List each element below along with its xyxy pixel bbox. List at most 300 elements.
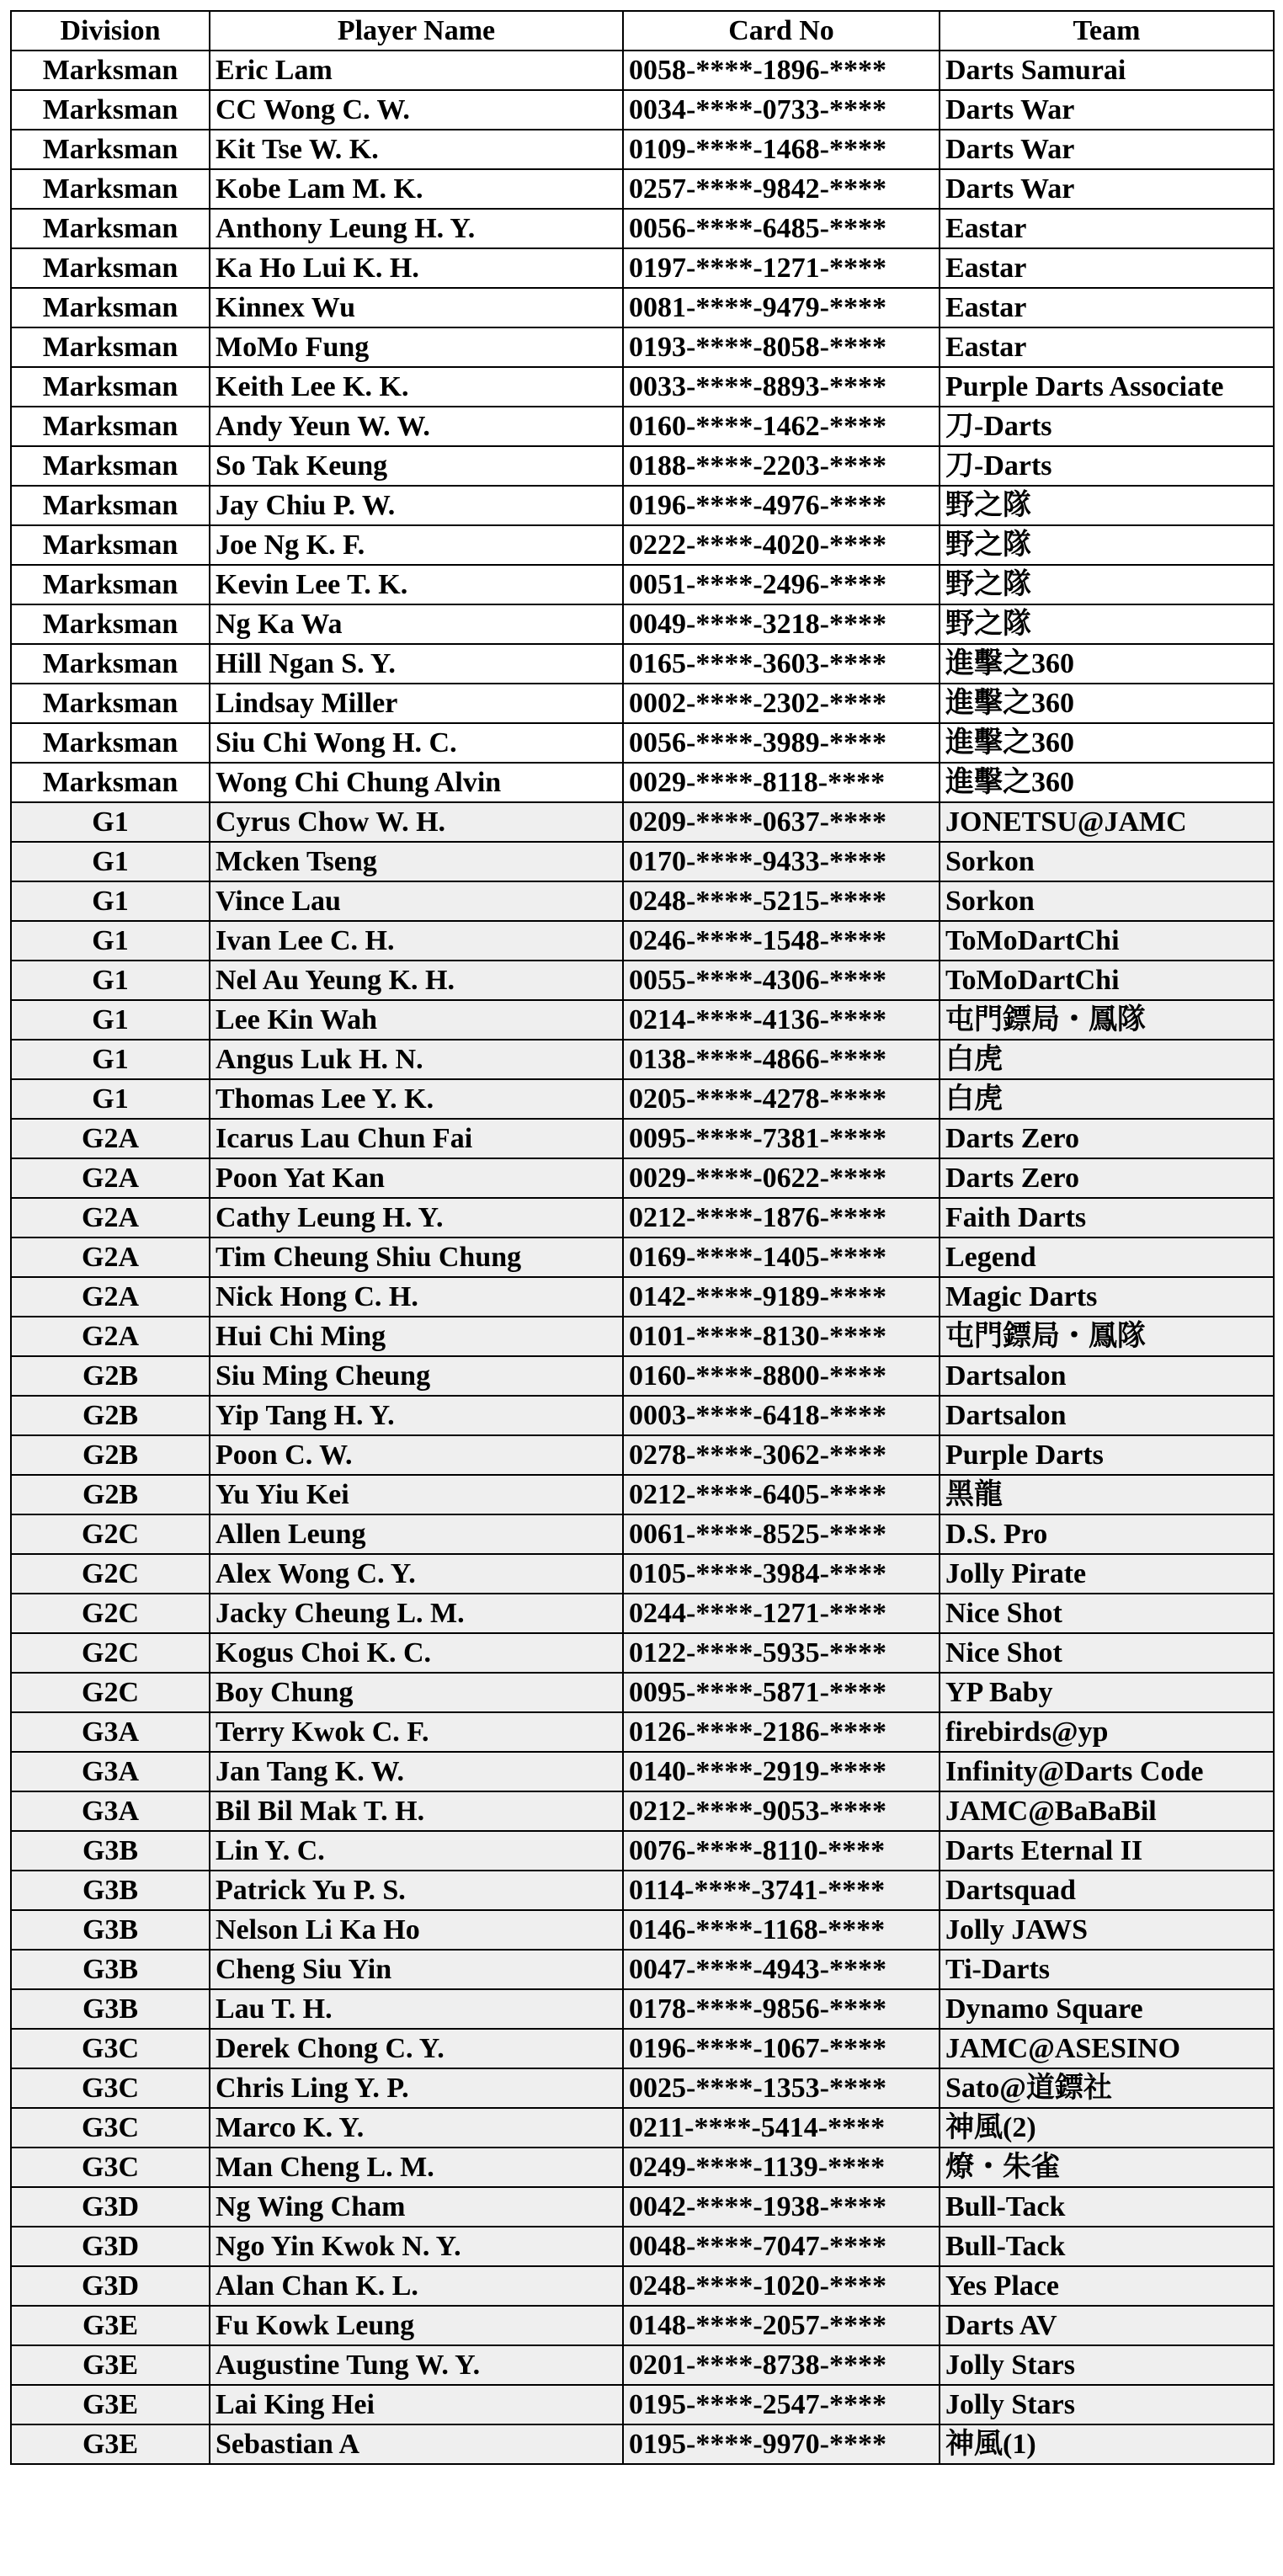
table-row — [11, 130, 1274, 169]
team-cell: 進擊之360 — [940, 644, 1274, 684]
table-row — [11, 763, 1274, 802]
table-row — [11, 2227, 1274, 2266]
team-cell: ToMoDartChi — [940, 961, 1274, 1000]
card-no-cell: 0170-****-9433-**** — [623, 842, 940, 881]
header-player-name: Player Name — [210, 11, 623, 51]
team-cell: JAMC@BaBaBil — [940, 1791, 1274, 1831]
table-row — [11, 2108, 1274, 2148]
table-row — [11, 644, 1274, 684]
player-name-cell: Anthony Leung H. Y. — [210, 209, 623, 248]
player-name-cell: Keith Lee K. K. — [210, 367, 623, 407]
table-row — [11, 1910, 1274, 1950]
card-no-cell: 0160-****-1462-**** — [623, 407, 940, 446]
player-name-cell: Yip Tang H. Y. — [210, 1396, 623, 1435]
division-cell: Marksman — [11, 763, 210, 802]
team-cell: JAMC@ASESINO — [940, 2029, 1274, 2068]
table-row — [11, 2306, 1274, 2345]
card-no-cell: 0193-****-8058-**** — [623, 327, 940, 367]
card-no-cell: 0033-****-8893-**** — [623, 367, 940, 407]
team-cell: Sorkon — [940, 842, 1274, 881]
player-name-cell: Cathy Leung H. Y. — [210, 1198, 623, 1237]
team-cell: Dartsquad — [940, 1871, 1274, 1910]
player-name-cell: Hill Ngan S. Y. — [210, 644, 623, 684]
card-no-cell: 0201-****-8738-**** — [623, 2345, 940, 2385]
team-cell: 白虎 — [940, 1079, 1274, 1119]
card-no-cell: 0095-****-7381-**** — [623, 1119, 940, 1158]
player-name-cell: Terry Kwok C. F. — [210, 1712, 623, 1752]
division-cell: G3C — [11, 2108, 210, 2148]
table-row — [11, 169, 1274, 209]
player-name-cell: Man Cheng L. M. — [210, 2148, 623, 2187]
division-cell: Marksman — [11, 169, 210, 209]
division-cell: G1 — [11, 802, 210, 842]
division-cell: G2C — [11, 1673, 210, 1712]
player-name-cell: Patrick Yu P. S. — [210, 1871, 623, 1910]
table-row — [11, 1950, 1274, 1989]
player-name-cell: Nel Au Yeung K. H. — [210, 961, 623, 1000]
card-no-cell: 0211-****-5414-**** — [623, 2108, 940, 2148]
table-row — [11, 1237, 1274, 1277]
card-no-cell: 0212-****-1876-**** — [623, 1198, 940, 1237]
header-division: Division — [11, 11, 210, 51]
table-row — [11, 2345, 1274, 2385]
team-cell: Eastar — [940, 209, 1274, 248]
team-cell: 神風(2) — [940, 2108, 1274, 2148]
card-no-cell: 0048-****-7047-**** — [623, 2227, 940, 2266]
card-no-cell: 0025-****-1353-**** — [623, 2068, 940, 2108]
player-name-cell: Allen Leung — [210, 1514, 623, 1554]
card-no-cell: 0160-****-8800-**** — [623, 1356, 940, 1396]
table-row — [11, 407, 1274, 446]
header-row — [11, 11, 1274, 51]
table-row — [11, 842, 1274, 881]
table-row — [11, 1633, 1274, 1673]
team-cell: Dynamo Square — [940, 1989, 1274, 2029]
player-name-cell: Mcken Tseng — [210, 842, 623, 881]
card-no-cell: 0114-****-3741-**** — [623, 1871, 940, 1910]
player-name-cell: Nelson Li Ka Ho — [210, 1910, 623, 1950]
table-row — [11, 1356, 1274, 1396]
division-cell: G3D — [11, 2266, 210, 2306]
card-no-cell: 0214-****-4136-**** — [623, 1000, 940, 1040]
card-no-cell: 0126-****-2186-**** — [623, 1712, 940, 1752]
player-name-cell: Tim Cheung Shiu Chung — [210, 1237, 623, 1277]
table-row — [11, 1831, 1274, 1871]
card-no-cell: 0178-****-9856-**** — [623, 1989, 940, 2029]
division-cell: G3A — [11, 1791, 210, 1831]
player-name-cell: MoMo Fung — [210, 327, 623, 367]
division-cell: G1 — [11, 1040, 210, 1079]
team-cell: YP Baby — [940, 1673, 1274, 1712]
card-no-cell: 0051-****-2496-**** — [623, 565, 940, 604]
division-cell: G3D — [11, 2187, 210, 2227]
division-cell: Marksman — [11, 525, 210, 565]
table-row — [11, 684, 1274, 723]
division-cell: G2A — [11, 1119, 210, 1158]
team-cell: 燎・朱雀 — [940, 2148, 1274, 2187]
division-cell: G2A — [11, 1237, 210, 1277]
division-cell: G3A — [11, 1712, 210, 1752]
card-no-cell: 0195-****-2547-**** — [623, 2385, 940, 2424]
card-no-cell: 0212-****-9053-**** — [623, 1791, 940, 1831]
division-cell: G3C — [11, 2148, 210, 2187]
player-name-cell: Alan Chan K. L. — [210, 2266, 623, 2306]
team-cell: 野之隊 — [940, 525, 1274, 565]
division-cell: G2B — [11, 1396, 210, 1435]
table-row — [11, 1000, 1274, 1040]
team-cell: 野之隊 — [940, 486, 1274, 525]
table-row — [11, 1752, 1274, 1791]
player-name-cell: Joe Ng K. F. — [210, 525, 623, 565]
table-row — [11, 1119, 1274, 1158]
team-cell: Dartsalon — [940, 1396, 1274, 1435]
table-row — [11, 1040, 1274, 1079]
player-name-cell: So Tak Keung — [210, 446, 623, 486]
division-cell: Marksman — [11, 248, 210, 288]
card-no-cell: 0029-****-8118-**** — [623, 763, 940, 802]
card-no-cell: 0209-****-0637-**** — [623, 802, 940, 842]
card-no-cell: 0140-****-2919-**** — [623, 1752, 940, 1791]
team-cell: Darts War — [940, 90, 1274, 130]
player-name-cell: Ng Wing Cham — [210, 2187, 623, 2227]
team-cell: Magic Darts — [940, 1277, 1274, 1317]
division-cell: G3E — [11, 2385, 210, 2424]
division-cell: Marksman — [11, 209, 210, 248]
card-no-cell: 0002-****-2302-**** — [623, 684, 940, 723]
division-cell: G1 — [11, 961, 210, 1000]
team-cell: Bull-Tack — [940, 2187, 1274, 2227]
card-no-cell: 0049-****-3218-**** — [623, 604, 940, 644]
team-cell: Purple Darts Associate — [940, 367, 1274, 407]
card-no-cell: 0195-****-9970-**** — [623, 2424, 940, 2464]
team-cell: Nice Shot — [940, 1633, 1274, 1673]
table-row — [11, 565, 1274, 604]
card-no-cell: 0105-****-3984-**** — [623, 1554, 940, 1594]
table-row — [11, 446, 1274, 486]
player-name-cell: Vince Lau — [210, 881, 623, 921]
card-no-cell: 0165-****-3603-**** — [623, 644, 940, 684]
team-cell: Bull-Tack — [940, 2227, 1274, 2266]
card-no-cell: 0196-****-1067-**** — [623, 2029, 940, 2068]
division-cell: G2B — [11, 1475, 210, 1514]
team-cell: ToMoDartChi — [940, 921, 1274, 961]
team-cell: 野之隊 — [940, 565, 1274, 604]
team-cell: JONETSU@JAMC — [940, 802, 1274, 842]
player-name-cell: Jacky Cheung L. M. — [210, 1594, 623, 1633]
table-row — [11, 1989, 1274, 2029]
table-row — [11, 1673, 1274, 1712]
header-team: Team — [940, 11, 1274, 51]
card-no-cell: 0138-****-4866-**** — [623, 1040, 940, 1079]
card-no-cell: 0042-****-1938-**** — [623, 2187, 940, 2227]
card-no-cell: 0081-****-9479-**** — [623, 288, 940, 327]
table-row — [11, 604, 1274, 644]
division-cell: G2B — [11, 1435, 210, 1475]
team-cell: Jolly Stars — [940, 2385, 1274, 2424]
division-cell: Marksman — [11, 90, 210, 130]
table-row — [11, 1198, 1274, 1237]
player-name-cell: Eric Lam — [210, 51, 623, 90]
card-no-cell: 0055-****-4306-**** — [623, 961, 940, 1000]
player-name-cell: Boy Chung — [210, 1673, 623, 1712]
card-no-cell: 0248-****-1020-**** — [623, 2266, 940, 2306]
team-cell: 刀-Darts — [940, 407, 1274, 446]
player-name-cell: Ngo Yin Kwok N. Y. — [210, 2227, 623, 2266]
team-cell: Jolly Pirate — [940, 1554, 1274, 1594]
player-name-cell: Poon Yat Kan — [210, 1158, 623, 1198]
division-cell: Marksman — [11, 565, 210, 604]
team-cell: 刀-Darts — [940, 446, 1274, 486]
player-name-cell: Ng Ka Wa — [210, 604, 623, 644]
player-name-cell: Ivan Lee C. H. — [210, 921, 623, 961]
team-cell: 進擊之360 — [940, 723, 1274, 763]
card-no-cell: 0249-****-1139-**** — [623, 2148, 940, 2187]
team-cell: Jolly JAWS — [940, 1910, 1274, 1950]
player-name-cell: Andy Yeun W. W. — [210, 407, 623, 446]
table-row — [11, 802, 1274, 842]
team-cell: D.S. Pro — [940, 1514, 1274, 1554]
player-name-cell: Lee Kin Wah — [210, 1000, 623, 1040]
card-no-cell: 0122-****-5935-**** — [623, 1633, 940, 1673]
card-no-cell: 0169-****-1405-**** — [623, 1237, 940, 1277]
table-row — [11, 209, 1274, 248]
team-cell: Yes Place — [940, 2266, 1274, 2306]
player-name-cell: Wong Chi Chung Alvin — [210, 763, 623, 802]
table-row — [11, 1514, 1274, 1554]
player-name-cell: Thomas Lee Y. K. — [210, 1079, 623, 1119]
table-row — [11, 2187, 1274, 2227]
player-name-cell: Augustine Tung W. Y. — [210, 2345, 623, 2385]
player-name-cell: CC Wong C. W. — [210, 90, 623, 130]
table-row — [11, 1554, 1274, 1594]
division-cell: Marksman — [11, 723, 210, 763]
card-no-cell: 0146-****-1168-**** — [623, 1910, 940, 1950]
card-no-cell: 0196-****-4976-**** — [623, 486, 940, 525]
division-cell: G3A — [11, 1752, 210, 1791]
division-cell: Marksman — [11, 407, 210, 446]
player-name-cell: Kinnex Wu — [210, 288, 623, 327]
table-header — [11, 11, 1274, 51]
team-cell: firebirds@yp — [940, 1712, 1274, 1752]
table-row — [11, 1079, 1274, 1119]
division-cell: Marksman — [11, 486, 210, 525]
team-cell: Sato@道鏢社 — [940, 2068, 1274, 2108]
division-cell: G2C — [11, 1554, 210, 1594]
card-no-cell: 0248-****-5215-**** — [623, 881, 940, 921]
player-name-cell: Kevin Lee T. K. — [210, 565, 623, 604]
division-cell: G3C — [11, 2068, 210, 2108]
card-no-cell: 0212-****-6405-**** — [623, 1475, 940, 1514]
table-row — [11, 2148, 1274, 2187]
division-cell: G3B — [11, 1989, 210, 2029]
card-no-cell: 0109-****-1468-**** — [623, 130, 940, 169]
card-no-cell: 0205-****-4278-**** — [623, 1079, 940, 1119]
card-no-cell: 0076-****-8110-**** — [623, 1831, 940, 1871]
division-cell: Marksman — [11, 644, 210, 684]
team-cell: Darts Zero — [940, 1119, 1274, 1158]
header-card-no: Card No — [623, 11, 940, 51]
team-cell: Darts Samurai — [940, 51, 1274, 90]
team-cell: Purple Darts — [940, 1435, 1274, 1475]
card-no-cell: 0056-****-3989-**** — [623, 723, 940, 763]
card-no-cell: 0058-****-1896-**** — [623, 51, 940, 90]
division-cell: G2C — [11, 1633, 210, 1673]
player-name-cell: Bil Bil Mak T. H. — [210, 1791, 623, 1831]
team-cell: Nice Shot — [940, 1594, 1274, 1633]
table-row — [11, 1277, 1274, 1317]
division-cell: Marksman — [11, 684, 210, 723]
player-name-cell: Lai King Hei — [210, 2385, 623, 2424]
card-no-cell: 0034-****-0733-**** — [623, 90, 940, 130]
division-cell: Marksman — [11, 327, 210, 367]
player-name-cell: Lindsay Miller — [210, 684, 623, 723]
division-cell: G3E — [11, 2306, 210, 2345]
division-cell: G1 — [11, 1000, 210, 1040]
player-name-cell: Fu Kowk Leung — [210, 2306, 623, 2345]
team-cell: 神風(1) — [940, 2424, 1274, 2464]
card-no-cell: 0222-****-4020-**** — [623, 525, 940, 565]
division-cell: Marksman — [11, 367, 210, 407]
team-cell: 白虎 — [940, 1040, 1274, 1079]
player-name-cell: Kobe Lam M. K. — [210, 169, 623, 209]
table-row — [11, 367, 1274, 407]
division-cell: G3B — [11, 1910, 210, 1950]
player-name-cell: Derek Chong C. Y. — [210, 2029, 623, 2068]
table-row — [11, 1396, 1274, 1435]
player-name-cell: Lau T. H. — [210, 1989, 623, 2029]
player-name-cell: Poon C. W. — [210, 1435, 623, 1475]
team-cell: 進擊之360 — [940, 684, 1274, 723]
team-cell: 黑龍 — [940, 1475, 1274, 1514]
table-row — [11, 486, 1274, 525]
team-cell: 屯門鏢局・鳳隊 — [940, 1317, 1274, 1356]
table-row — [11, 2266, 1274, 2306]
card-no-cell: 0188-****-2203-**** — [623, 446, 940, 486]
card-no-cell: 0061-****-8525-**** — [623, 1514, 940, 1554]
table-row — [11, 1317, 1274, 1356]
team-cell: Legend — [940, 1237, 1274, 1277]
card-no-cell: 0197-****-1271-**** — [623, 248, 940, 288]
player-name-cell: Marco K. Y. — [210, 2108, 623, 2148]
player-name-cell: Jan Tang K. W. — [210, 1752, 623, 1791]
team-cell: Eastar — [940, 288, 1274, 327]
table-row — [11, 1871, 1274, 1910]
division-cell: G1 — [11, 881, 210, 921]
division-cell: G2A — [11, 1277, 210, 1317]
table-row — [11, 1791, 1274, 1831]
player-name-cell: Kogus Choi K. C. — [210, 1633, 623, 1673]
player-name-cell: Sebastian A — [210, 2424, 623, 2464]
players-table — [10, 10, 1275, 2465]
team-cell: Darts Eternal II — [940, 1831, 1274, 1871]
player-name-cell: Chris Ling Y. P. — [210, 2068, 623, 2108]
player-name-cell: Nick Hong C. H. — [210, 1277, 623, 1317]
division-cell: G2C — [11, 1594, 210, 1633]
table-row — [11, 1435, 1274, 1475]
card-no-cell: 0101-****-8130-**** — [623, 1317, 940, 1356]
division-cell: G3E — [11, 2424, 210, 2464]
table-row — [11, 2385, 1274, 2424]
division-cell: Marksman — [11, 130, 210, 169]
division-cell: G1 — [11, 842, 210, 881]
team-cell: Darts AV — [940, 2306, 1274, 2345]
card-no-cell: 0278-****-3062-**** — [623, 1435, 940, 1475]
division-cell: G2A — [11, 1158, 210, 1198]
table-row — [11, 723, 1274, 763]
table-body — [11, 51, 1274, 2464]
division-cell: G3B — [11, 1871, 210, 1910]
team-cell: Darts Zero — [940, 1158, 1274, 1198]
player-name-cell: Angus Luk H. N. — [210, 1040, 623, 1079]
card-no-cell: 0029-****-0622-**** — [623, 1158, 940, 1198]
card-no-cell: 0142-****-9189-**** — [623, 1277, 940, 1317]
team-cell: Faith Darts — [940, 1198, 1274, 1237]
division-cell: G3C — [11, 2029, 210, 2068]
table-row — [11, 921, 1274, 961]
table-row — [11, 961, 1274, 1000]
table-row — [11, 90, 1274, 130]
player-name-cell: Cyrus Chow W. H. — [210, 802, 623, 842]
player-name-cell: Siu Chi Wong H. C. — [210, 723, 623, 763]
table-row — [11, 248, 1274, 288]
card-no-cell: 0257-****-9842-**** — [623, 169, 940, 209]
table-row — [11, 1475, 1274, 1514]
team-cell: Eastar — [940, 327, 1274, 367]
team-cell: Jolly Stars — [940, 2345, 1274, 2385]
division-cell: G3D — [11, 2227, 210, 2266]
division-cell: G1 — [11, 921, 210, 961]
division-cell: G2A — [11, 1198, 210, 1237]
card-no-cell: 0095-****-5871-**** — [623, 1673, 940, 1712]
division-cell: G2B — [11, 1356, 210, 1396]
table-row — [11, 1594, 1274, 1633]
division-cell: G3E — [11, 2345, 210, 2385]
player-name-cell: Siu Ming Cheung — [210, 1356, 623, 1396]
division-cell: Marksman — [11, 288, 210, 327]
player-name-cell: Cheng Siu Yin — [210, 1950, 623, 1989]
team-cell: Ti-Darts — [940, 1950, 1274, 1989]
player-name-cell: Jay Chiu P. W. — [210, 486, 623, 525]
division-cell: G3B — [11, 1831, 210, 1871]
division-cell: G2C — [11, 1514, 210, 1554]
table-row — [11, 2029, 1274, 2068]
division-cell: G1 — [11, 1079, 210, 1119]
table-row — [11, 2068, 1274, 2108]
card-no-cell: 0148-****-2057-**** — [623, 2306, 940, 2345]
player-name-cell: Alex Wong C. Y. — [210, 1554, 623, 1594]
division-cell: Marksman — [11, 604, 210, 644]
player-name-cell: Lin Y. C. — [210, 1831, 623, 1871]
table-row — [11, 1712, 1274, 1752]
team-cell: Infinity@Darts Code — [940, 1752, 1274, 1791]
player-name-cell: Icarus Lau Chun Fai — [210, 1119, 623, 1158]
division-cell: G3B — [11, 1950, 210, 1989]
table-row — [11, 2424, 1274, 2464]
team-cell: Darts War — [940, 169, 1274, 209]
team-cell: 野之隊 — [940, 604, 1274, 644]
division-cell: Marksman — [11, 51, 210, 90]
team-cell: Dartsalon — [940, 1356, 1274, 1396]
division-cell: G2A — [11, 1317, 210, 1356]
card-no-cell: 0003-****-6418-**** — [623, 1396, 940, 1435]
table-row — [11, 525, 1274, 565]
division-cell: Marksman — [11, 446, 210, 486]
table-row — [11, 51, 1274, 90]
card-no-cell: 0246-****-1548-**** — [623, 921, 940, 961]
team-cell: 進擊之360 — [940, 763, 1274, 802]
player-name-cell: Hui Chi Ming — [210, 1317, 623, 1356]
table-row — [11, 327, 1274, 367]
